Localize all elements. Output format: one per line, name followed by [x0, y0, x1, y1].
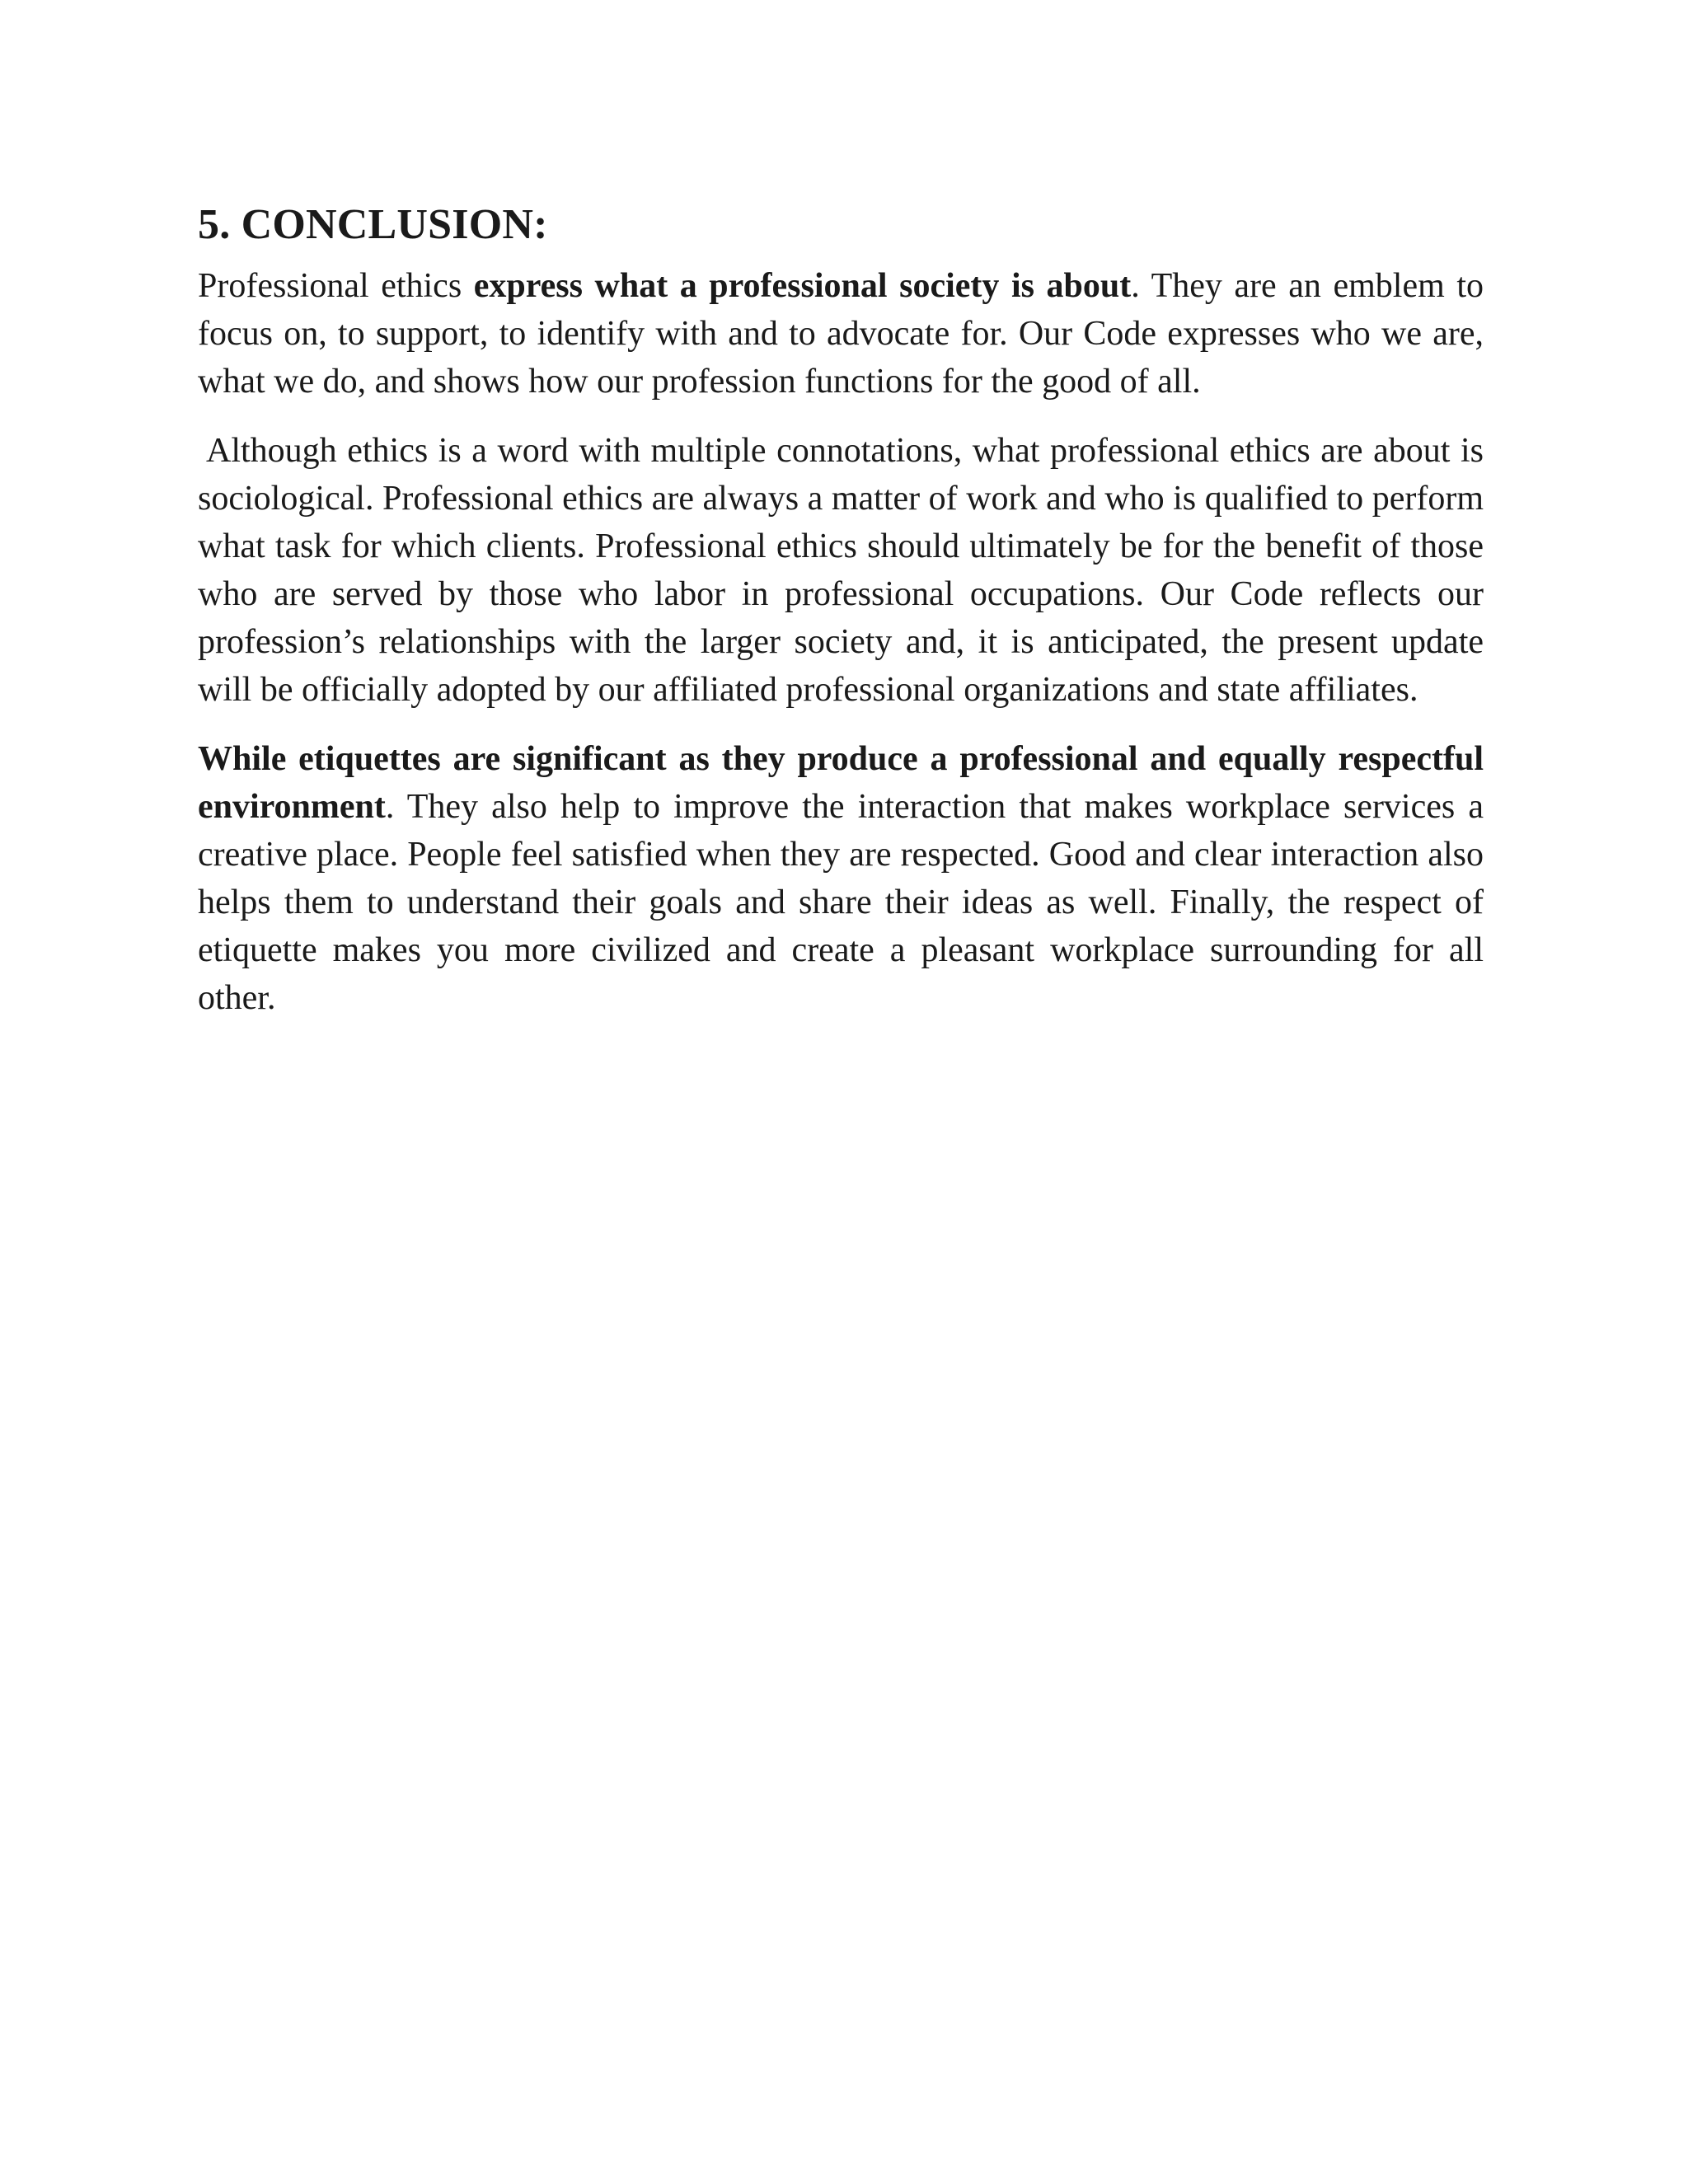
document-content [198, 198, 1484, 1043]
paragraph-3 [198, 735, 1484, 1022]
paragraph-2 [198, 427, 1484, 714]
paragraph-1 [198, 262, 1484, 405]
paragraph-1-text-start: Professional ethics [198, 267, 474, 305]
paragraph-3-bold-phrase: While etiquettes are significant as they produce a professional and equally respectful environment [198, 740, 1484, 826]
paragraph-3-text: . They also help to improve the interaction that makes workplace services a creative place. People feel satisfied when they are respected. Good and clear interaction also helps them to understand their goals and share their ideas as well. Finally, the respect of etiquette makes you more civilized and create a pleasant workplace surrounding for all other. [198, 788, 1484, 1017]
section-heading: 5. CONCLUSION: [198, 201, 548, 248]
paragraph-2-text: Although ethics is a word with multiple connotations, what professional ethics are about is sociological. Professional ethics are always a matter of work and who is qualified to perform what task for which clients. Professional ethics should ultimately be for the benefit of those who are served by those who labor in professional occupations. Our Code reflects our profession’s relationships with the larger society and, it is anticipated, the present update will be officially adopted by our affiliated professional organizations and state affiliates. [198, 432, 1484, 709]
paragraph-1-bold-phrase: express what a professional society is about [473, 267, 1132, 305]
paragraph-1-text-end: . They are an emblem to focus on, to support, to identify with and to advocate for. Our Code expresses who we are, what we do, and shows how our profession functions for the good of all. [198, 267, 1484, 401]
